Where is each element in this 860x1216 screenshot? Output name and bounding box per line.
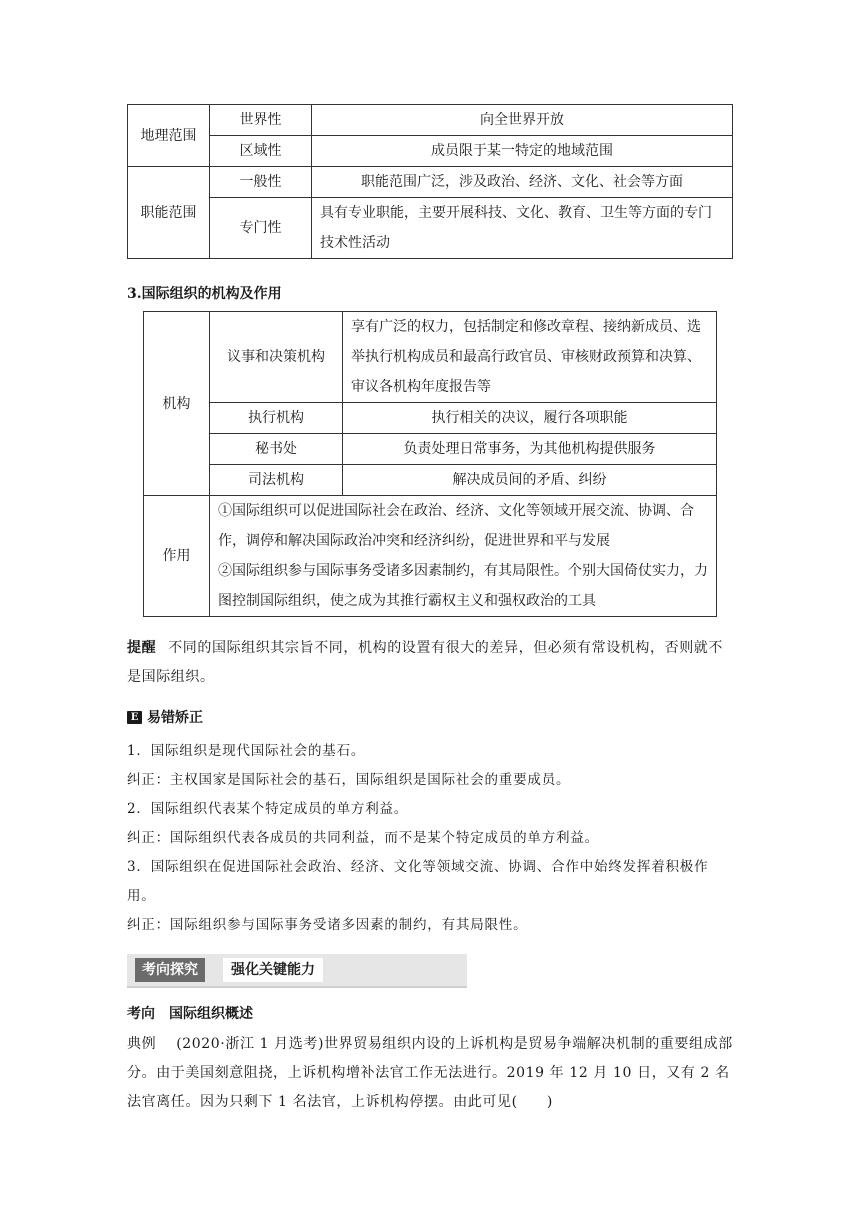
table-row xyxy=(144,434,717,465)
table-row xyxy=(128,167,733,198)
list-item: 纠正：国际组织代表各成员的共同利益，而不是某个特定成员的单方利益。 xyxy=(127,830,599,846)
table-cell-desc: 具有专业职能，主要开展科技、文化、教育、卫生等方面的专门技术性活动 xyxy=(312,198,733,259)
table-row xyxy=(144,465,717,496)
table-cell-role xyxy=(210,496,717,617)
table-cell-type: 区域性 xyxy=(210,136,312,167)
table-cell-type: 世界性 xyxy=(210,105,312,136)
tip-text: 不同的国际组织其宗旨不同，机构的设置有很大的差异，但必须有常设机构，否则就不是国际组织。 xyxy=(127,640,724,685)
banner-label-left: 考向探究 xyxy=(135,958,205,982)
table-cell-desc: 执行相关的决议，履行各项职能 xyxy=(343,403,717,434)
table-cell-type: 议事和决策机构 xyxy=(210,312,343,403)
error-correction-heading xyxy=(127,707,203,727)
table-row xyxy=(144,312,717,403)
scope-table xyxy=(127,104,733,259)
example-label: 典例 xyxy=(127,1036,157,1052)
role-point-1: ①国际组织可以促进国际社会在政治、经济、文化等领域开展交流、协调、合作，调停和解决国际政治冲突和经济纠纷，促进世界和平与发展 xyxy=(218,503,694,549)
topic-heading: 考向 国际组织概述 xyxy=(127,1006,253,1022)
table-row xyxy=(128,198,733,259)
list-item: 纠正：国际组织参与国际事务受诸多因素的制约，有其局限性。 xyxy=(127,917,528,933)
tip-paragraph xyxy=(127,634,733,692)
list-item: 2．国际组织代表某个特定成员的单方利益。 xyxy=(127,801,409,817)
table-row xyxy=(128,105,733,136)
error-correction-title: 易错矫正 xyxy=(147,710,203,726)
list-item: 纠正：主权国家是国际社会的基石，国际组织是国际社会的重要成员。 xyxy=(127,772,571,788)
organization-table xyxy=(143,311,717,617)
table-cell-group: 机构 xyxy=(144,312,210,496)
table-cell-type: 秘书处 xyxy=(210,434,343,465)
example-paragraph xyxy=(127,1030,735,1117)
table-cell-desc: 职能范围广泛，涉及政治、经济、文化、社会等方面 xyxy=(312,167,733,198)
table-cell-type: 执行机构 xyxy=(210,403,343,434)
role-point-2: ②国际组织参与国际事务受诸多因素制约，有其局限性。个别大国倚仗实力，力图控制国际组织，使之成为其推行霸权主义和强权政治的工具 xyxy=(218,563,708,609)
list-item: 3．国际组织在促进国际社会政治、经济、文化等领域交流、协调、合作中始终发挥着积极作用。 xyxy=(127,859,709,904)
table-cell-desc: 解决成员间的矛盾、纠纷 xyxy=(343,465,717,496)
table-row xyxy=(128,136,733,167)
section-banner xyxy=(127,954,467,988)
table-row xyxy=(144,496,717,617)
table-row xyxy=(144,403,717,434)
list-item: 1．国际组织是现代国际社会的基石。 xyxy=(127,743,366,759)
table-cell-desc: 享有广泛的权力，包括制定和修改章程、接纳新成员、选举执行机构成员和最高行政官员、审核财政预算和决算、审议各机构年度报告等 xyxy=(343,312,717,403)
table-cell-desc: 向全世界开放 xyxy=(312,105,733,136)
table-cell-group: 作用 xyxy=(144,496,210,617)
table-cell-group: 职能范围 xyxy=(128,167,210,259)
section-heading: 3.国际组织的机构及作用 xyxy=(127,286,282,302)
example-text: (2020·浙江 1 月选考)世界贸易组织内设的上诉机构是贸易争端解决机制的重要组成部分。由于美国刻意阻挠，上诉机构增补法官工作无法进行。2019 年 12 月 10 日，又有 2 名法官离任。因为只剩下 1 名法官，上诉机构停摆。由此可见( ) xyxy=(127,1036,733,1110)
table-cell-type: 司法机构 xyxy=(210,465,343,496)
table-cell-type: 一般性 xyxy=(210,167,312,198)
e-badge-icon: E xyxy=(127,711,142,724)
tip-label: 提醒 xyxy=(127,640,157,656)
error-correction-list xyxy=(127,737,733,940)
table-cell-group: 地理范围 xyxy=(128,105,210,167)
table-cell-desc: 负责处理日常事务，为其他机构提供服务 xyxy=(343,434,717,465)
banner-label-right: 强化关键能力 xyxy=(223,958,323,982)
table-cell-desc: 成员限于某一特定的地域范围 xyxy=(312,136,733,167)
table-cell-type: 专门性 xyxy=(210,198,312,259)
